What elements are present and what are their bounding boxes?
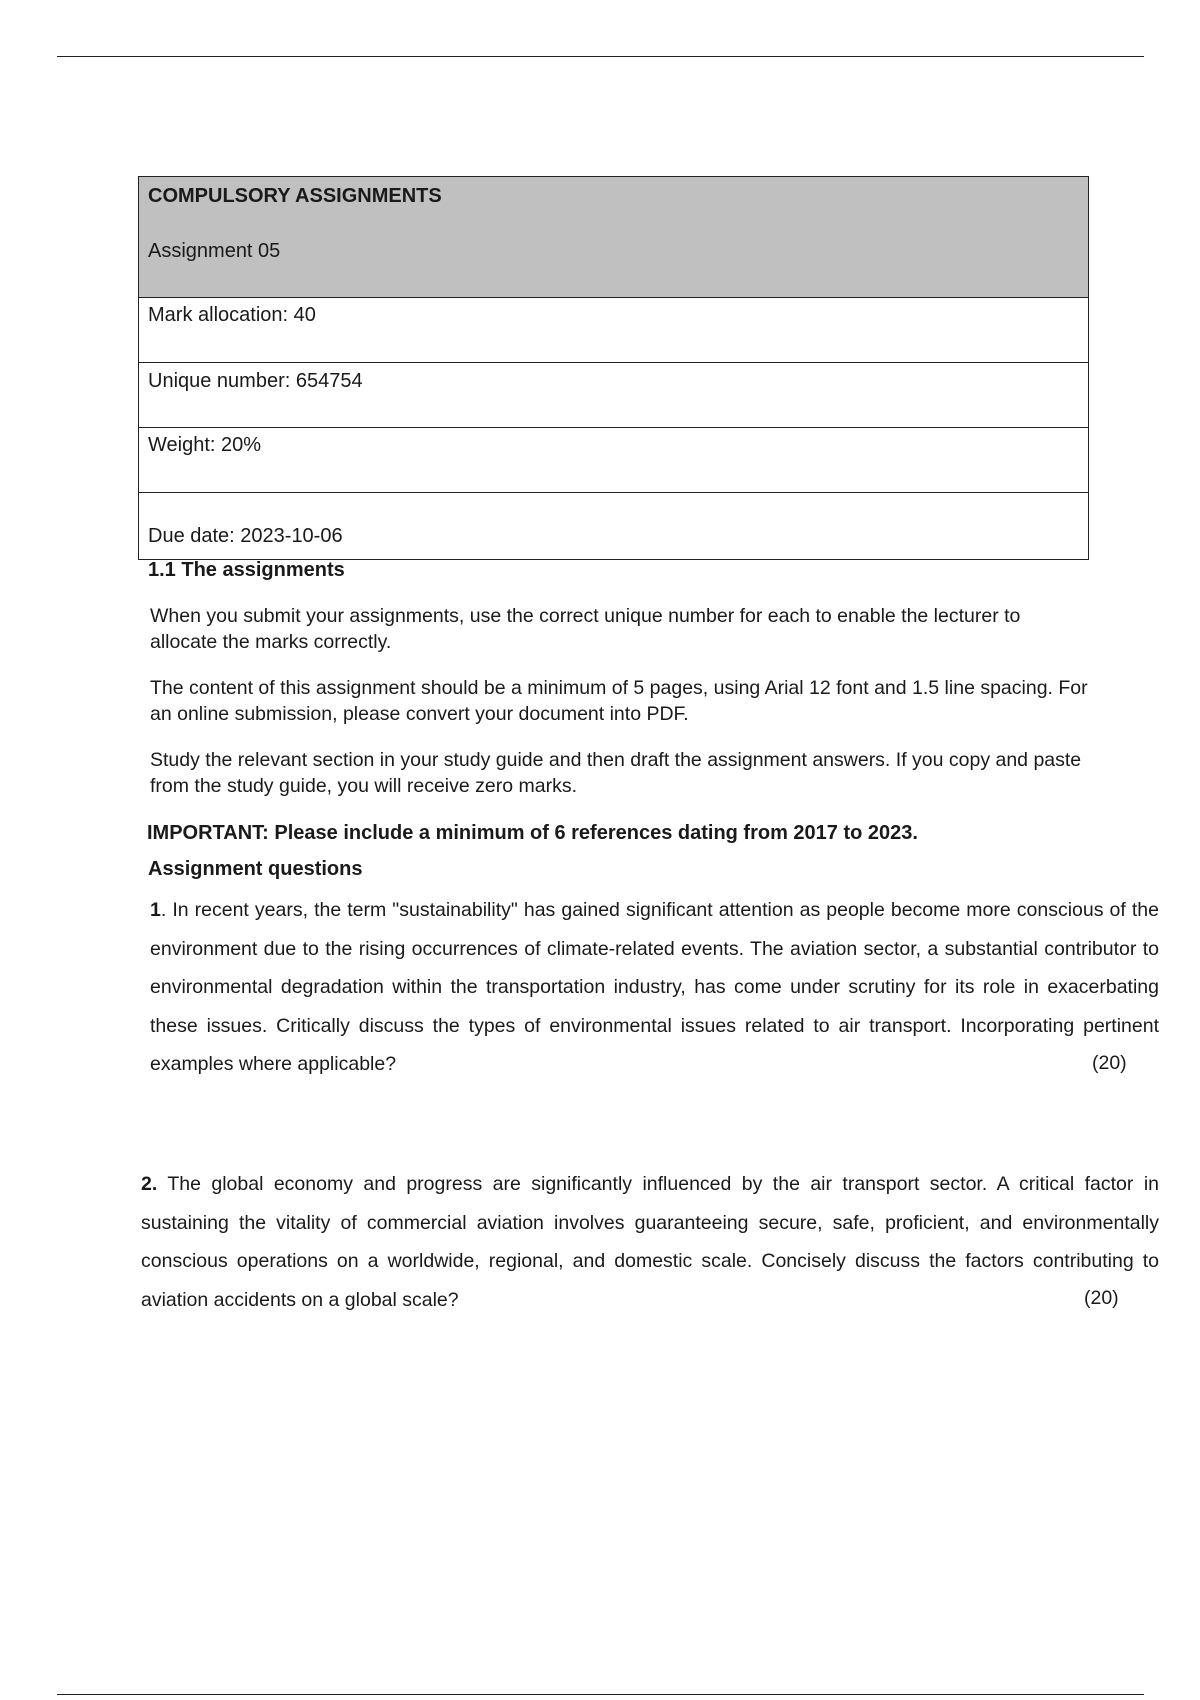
question-number: 2. — [141, 1173, 158, 1195]
table-row-unique-number — [139, 363, 1088, 428]
paragraph-format: The content of this assignment should be a minimum of 5 pages, using Arial 12 font and 1.5 line spacing. For an online submission, please convert your document into PDF. — [150, 677, 1088, 725]
table-header — [139, 177, 1088, 298]
question-1-marks: (20) — [1092, 1052, 1127, 1074]
questions-heading: Assignment questions — [148, 858, 363, 880]
question-1 — [150, 891, 1159, 1084]
section-heading: 1.1 The assignments — [148, 559, 345, 581]
paragraph-study-guide: Study the relevant section in your study guide and then draft the assignment answers. If you copy and paste from the study guide, you will receive zero marks. — [150, 749, 1082, 797]
top-divider — [57, 56, 1144, 57]
assignment-number: Assignment 05 — [148, 240, 281, 262]
bottom-divider — [57, 1694, 1144, 1695]
due-date: Due date: 2023-10-06 — [148, 525, 343, 547]
unique-number: Unique number: 654754 — [148, 370, 363, 392]
question-text: The global economy and progress are significantly influenced by the air transport sector. A critical factor in sustaining the vitality of commercial aviation involves guaranteeing secure, safe, proficient, and environmentally conscious operations on a worldwide, regional, and domestic scale. Concisely discuss the factors contributing to aviation accidents on a global scale? — [141, 1173, 1159, 1311]
mark-allocation: Mark allocation: 40 — [148, 304, 316, 326]
table-row-mark-allocation — [139, 298, 1088, 363]
weight: Weight: 20% — [148, 434, 262, 456]
question-2 — [141, 1165, 1159, 1319]
question-2-marks: (20) — [1084, 1287, 1119, 1309]
assignment-info-table — [138, 176, 1089, 560]
paragraph-unique-number: When you submit your assignments, use the correct unique number for each to enable the lecturer to allocate the marks correctly. — [150, 605, 1021, 653]
table-row-due-date — [139, 493, 1088, 559]
question-text: . In recent years, the term "sustainability" has gained significant attention as people become more conscious of the environment due to the rising occurrences of climate-related events. The aviation sector, a substantial contributor to environmental degradation within the transportation industry, has come under scrutiny for its role in exacerbating these issues. Critically discuss the types of environmental issues related to air transport. Incorporating pertinent examples where applicable? — [150, 899, 1159, 1075]
table-title: COMPULSORY ASSIGNMENTS — [148, 185, 442, 207]
table-row-weight — [139, 428, 1088, 493]
question-number: 1 — [150, 899, 161, 921]
important-note: IMPORTANT: Please include a minimum of 6 references dating from 2017 to 2023. — [147, 822, 918, 844]
